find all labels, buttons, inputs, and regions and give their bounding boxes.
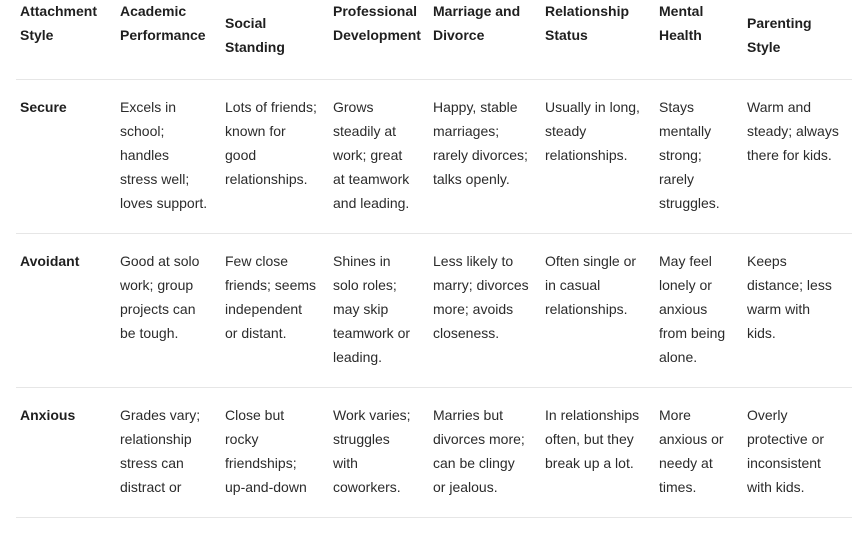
header-attachment-style: Attachment Style [16,0,116,80]
table-cell: Good at solo work; group projects can be tough. [116,234,221,388]
row-label-anxious: Anxious [16,388,116,518]
table-cell: Close but rocky friendships; up-and-down [221,388,329,518]
table-row [16,388,852,518]
table-cell: Keeps distance; less warm with kids. [743,234,852,388]
table-cell: Grows steadily at work; great at teamwork and leading. [329,80,429,234]
table-cell: Less likely to marry; divorces more; avoids closeness. [429,234,541,388]
table-cell: Overly protective or inconsistent with kids. [743,388,852,518]
table-cell: Stays mentally strong; rarely struggles. [655,80,743,234]
table-cell: Shines in solo roles; may skip teamwork or leading. [329,234,429,388]
table-cell: In relationships often, but they break up a lot. [541,388,655,518]
table-cell: Excels in school; handles stress well; loves support. [116,80,221,234]
header-relationship-status: Relationship Status [541,0,655,80]
table-cell: Often single or in casual relationships. [541,234,655,388]
attachment-style-table [16,0,852,518]
header-mental-health: Mental Health [655,0,743,80]
table-body [16,80,852,518]
table-header [16,0,852,80]
header-professional-development: Professional Development [329,0,429,80]
table-cell: Grades vary; relationship stress can distract or [116,388,221,518]
table-cell: Happy, stable marriages; rarely divorces; talks openly. [429,80,541,234]
table-cell: Few close friends; seems independent or distant. [221,234,329,388]
header-academic-performance: Academic Performance [116,0,221,80]
header-social-standing: Social Standing [221,0,329,80]
table-row [16,80,852,234]
table-row [16,234,852,388]
table-cell: May feel lonely or anxious from being alone. [655,234,743,388]
row-label-avoidant: Avoidant [16,234,116,388]
row-label-secure: Secure [16,80,116,234]
table-cell: Usually in long, steady relationships. [541,80,655,234]
table-cell: Warm and steady; always there for kids. [743,80,852,234]
table-cell: Marries but divorces more; can be clingy or jealous. [429,388,541,518]
header-row [16,0,852,80]
header-parenting-style: Parenting Style [743,0,852,80]
table-cell: Lots of friends; known for good relationships. [221,80,329,234]
table-cell: More anxious or needy at times. [655,388,743,518]
header-marriage-and-divorce: Marriage and Divorce [429,0,541,80]
table-cell: Work varies; struggles with coworkers. [329,388,429,518]
